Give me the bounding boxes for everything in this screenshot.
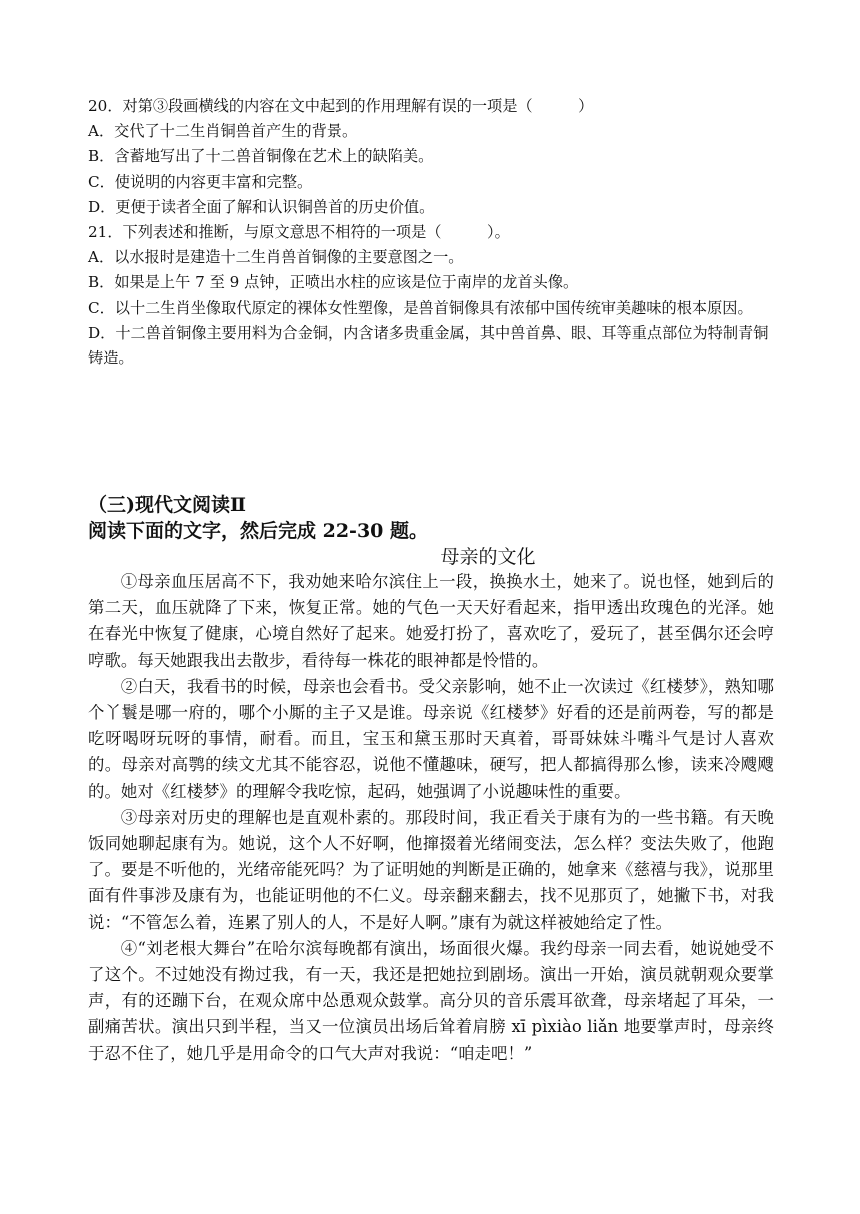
question-21-option-d: D．十二兽首铜像主要用料为合金铜，内含诸多贵重金属，其中兽首鼻、眼、耳等重点部位为特制青铜铸造。 <box>88 323 769 368</box>
question-block <box>88 94 778 371</box>
article-body <box>88 569 774 1067</box>
question-21-option-c: C．以十二生肖坐像取代原定的裸体女性塑像，是兽首铜像具有浓郁中国传统审美趣味的根本原因。 <box>88 298 753 317</box>
question-21-option-b: B．如果是上午 7 至 9 点钟，正喷出水柱的应该是位于南岸的龙首头像。 <box>88 273 579 292</box>
question-21-stem: 21．下列表述和推断，与原文意思不相符的一项是（ ）。 <box>88 223 510 242</box>
article-paragraph-2: ②白天，我看书的时候，母亲也会看书。受父亲影响，她不止一次读过《红楼梦》，熟知哪个丫鬟是哪一府的，哪个小厮的主子又是谁。母亲说《红楼梦》好看的还是前两卷，写的都是吃呀喝呀玩呀的事情，耐看。而且，宝玉和黛玉那时天真着，哥哥妹妹斗嘴斗气是讨人喜欢的。母亲对高鹗的续文尤其不能容忍，说他不懂趣味，硬写，把人都搞得那么惨，读来冷飕飕的。她对《红楼梦》的理解令我吃惊，起码，她强调了小说趣味性的重要。 <box>88 676 774 801</box>
question-20-option-b: B．含蓄地写出了十二兽首铜像在艺术上的缺陷美。 <box>88 147 434 166</box>
question-20-stem: 20．对第③段画横线的内容在文中起到的作用理解有误的一项是（ ） <box>88 97 594 115</box>
article-paragraph-3: ③母亲对历史的理解也是直观朴素的。那段时间，我正看关于康有为的一些书籍。有天晚饭同她聊起康有为。她说，这个人不好啊，他撺掇着光绪闹变法，怎么样？变法失败了，他跑了。要是不听他的，光绪帝能死吗？为了证明她的判断是正确的，她拿来《慈禧与我》，说那里面有件事涉及康有为，也能证明他的不仁义。母亲翻来翻去，找不见那页了，她撇下书，对我说：“不管怎么着，连累了别人的人，不是好人啊。”康有为就这样被她给定了性。 <box>88 807 774 932</box>
article-paragraph-1: ①母亲血压居高不下，我劝她来哈尔滨住上一段，换换水土，她来了。说也怪，她到后的第二天，血压就降了下来，恢复正常。她的气色一天天好看起来，指甲透出玫瑰色的光泽。她在春光中恢复了健康，心境自然好了起来。她爱打扮了，喜欢吃了，爱玩了，甚至偶尔还会哼哼歌。每天她跟我出去散步，看待每一株花的眼神都是怜惜的。 <box>88 572 774 670</box>
question-20-option-c: C．使说明的内容更丰富和完整。 <box>88 172 313 191</box>
section-instruction: 阅读下面的文字，然后完成 22-30 题。 <box>88 520 428 542</box>
reading-section-header <box>88 493 778 570</box>
question-21-option-a: A．以水报时是建造十二生肖兽首铜像的主要意图之一。 <box>88 248 464 267</box>
article-title: 母亲的文化 <box>440 546 536 568</box>
section-heading: （三)现代文阅读Ⅱ <box>88 494 247 516</box>
article-paragraph-4: ④“刘老根大舞台”在哈尔滨每晚都有演出，场面很火爆。我约母亲一同去看，她说她受不了这个。不过她没有拗过我，有一天，我还是把她拉到剧场。演出一开始，演员就朝观众要掌声，有的还蹦下台，在观众席中怂恿观众鼓掌。高分贝的音乐震耳欲聋，母亲堵起了耳朵，一副痛苦状。演出只到半程，当又一位演员出场后耸着肩膀 xī pìxiào liǎn 地要掌声时，母亲终于忍不住了，她几乎是用命令的口气大声对我说：“咱走吧！” <box>88 938 774 1063</box>
question-20-option-d: D．更便于读者全面了解和认识铜兽首的历史价值。 <box>88 197 435 216</box>
question-20-option-a: A．交代了十二生肖铜兽首产生的背景。 <box>88 122 358 141</box>
